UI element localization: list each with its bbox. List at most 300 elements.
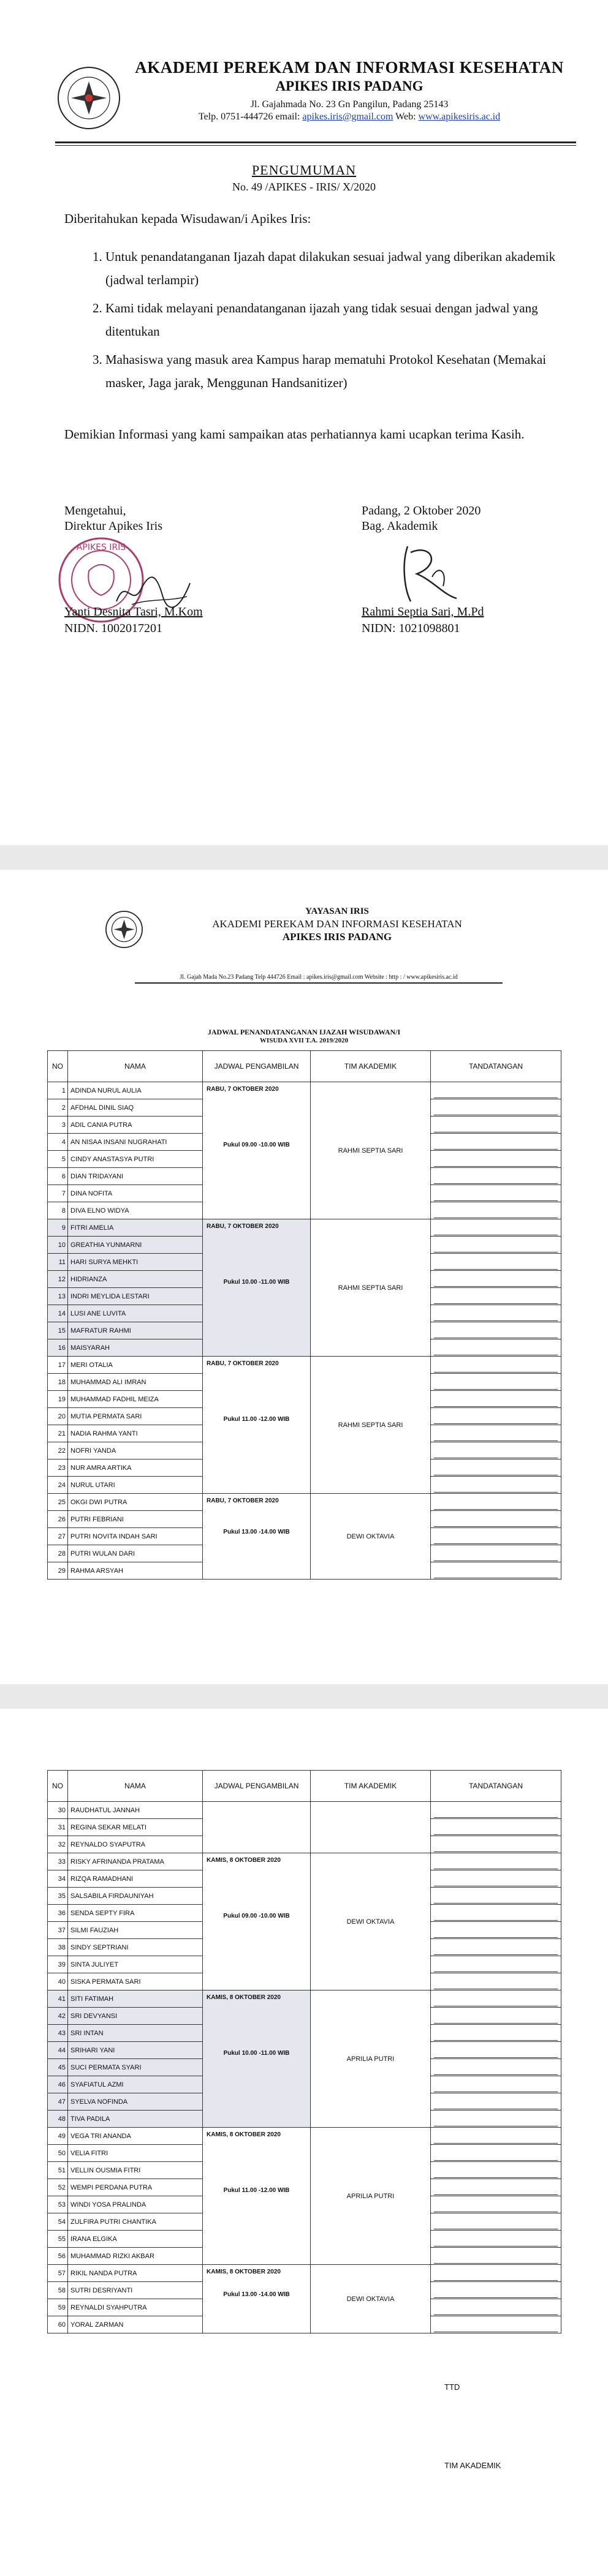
schedule-cell: [203, 1802, 311, 1853]
row-number: 43: [48, 2025, 68, 2042]
student-name: ADIL CANIA PUTRA: [68, 1117, 203, 1134]
row-number: 45: [48, 2059, 68, 2076]
point-item: 2. Kami tidak melayani penandatanganan ijazah yang tidak sesuai dengan jadwal yang ditentukan: [105, 296, 559, 343]
row-number: 40: [48, 1973, 68, 1990]
institution-name: AKADEMI PEREKAM DAN INFORMASI KESEHATAN: [135, 58, 564, 77]
schedule-title: JADWAL PENANDATANGANAN IJAZAH WISUDAWAN/I: [207, 1028, 401, 1036]
signature-cell[interactable]: [431, 1990, 561, 2008]
schedule-date: KAMIS, 8 OKTOBER 2020: [207, 1994, 281, 2001]
schedule-time: Pukul 09.00 -10.00 WIB: [223, 1913, 290, 1919]
letterhead-rule-thin: [55, 145, 576, 146]
student-name: REGINA SEKAR MELATI: [68, 1819, 203, 1836]
row-number: 25: [48, 1494, 68, 1511]
schedule-time: Pukul 13.00 -14.00 WIB: [223, 2291, 290, 2298]
institution-contact: Jl. Gajah Mada No.23 Padang Telp 444726 Email : apikes.iris@gmail.com Website : http : / www.apikesiris.ac.id: [180, 974, 458, 981]
schedule-cell: [203, 1219, 311, 1357]
signature-line: [434, 2060, 558, 2075]
signature-cell[interactable]: [431, 1117, 561, 1134]
row-number: 19: [48, 1391, 68, 1408]
signature-line: [434, 1409, 558, 1424]
row-number: 26: [48, 1511, 68, 1528]
signature-line: [434, 1443, 558, 1458]
signature-line: [434, 1151, 558, 1167]
row-number: 52: [48, 2179, 68, 2196]
signature-cell[interactable]: [431, 2179, 561, 2196]
column-header-ttd: TANDATANGAN: [431, 1051, 561, 1082]
row-number: 1: [48, 1082, 68, 1099]
student-name: MUHAMMAD ALI IMRAN: [68, 1374, 203, 1391]
row-number: 20: [48, 1408, 68, 1425]
academic-signature-icon: [389, 540, 463, 611]
row-number: 15: [48, 1322, 68, 1339]
academic-team: RAHMI SEPTIA SARI: [311, 1082, 431, 1219]
schedule-page-2: [0, 1709, 608, 2576]
column-header-no: NO: [48, 1771, 68, 1802]
signature-line: [434, 1169, 558, 1184]
row-number: 35: [48, 1888, 68, 1905]
signature-line: [434, 2163, 558, 2178]
signature-cell[interactable]: [431, 1870, 561, 1888]
row-number: 9: [48, 1219, 68, 1237]
row-number: 42: [48, 2008, 68, 2025]
director-nidn: NIDN. 1002017201: [64, 622, 162, 635]
svg-text:APIKES IRIS: APIKES IRIS: [76, 543, 126, 552]
signature-line: [434, 1563, 558, 1578]
student-name: MAFRATUR RAHMI: [68, 1322, 203, 1339]
student-name: NADIA RAHMA YANTI: [68, 1425, 203, 1442]
signature-cell[interactable]: [431, 2213, 561, 2231]
academic-team: RAHMI SEPTIA SARI: [311, 1219, 431, 1357]
academic-team: DEWI OKTAVIA: [311, 1494, 431, 1580]
signature-line: [434, 2111, 558, 2126]
footer-team: TIM AKADEMIK: [444, 2461, 501, 2470]
institution-short-name: APIKES IRIS PADANG: [275, 78, 424, 94]
row-number: 11: [48, 1254, 68, 1271]
student-name: RIZQA RAMADHANI: [68, 1870, 203, 1888]
signature-line: [434, 1254, 558, 1270]
signature-line: [434, 1186, 558, 1201]
signature-cell[interactable]: [431, 2042, 561, 2059]
signature-cell[interactable]: [431, 2282, 561, 2299]
student-name: SINTA JULIYET: [68, 1956, 203, 1973]
signature-cell[interactable]: [431, 1288, 561, 1305]
signature-role: Direktur Apikes Iris: [64, 519, 162, 533]
row-number: 56: [48, 2248, 68, 2265]
student-name: DIAN TRIDAYANI: [68, 1168, 203, 1185]
table-row: [48, 1853, 561, 1870]
student-name: MUHAMMAD FADHIL MEIZA: [68, 1391, 203, 1408]
signature-cell[interactable]: [431, 1134, 561, 1151]
email-link[interactable]: apikes.iris@gmail.com: [302, 111, 393, 122]
schedule-time: Pukul 11.00 -12.00 WIB: [223, 2187, 290, 2194]
student-name: AFDHAL DINIL SIAQ: [68, 1099, 203, 1117]
signature-line: [434, 2317, 558, 2332]
signature-line: [434, 1134, 558, 1150]
signature-cell[interactable]: [431, 1528, 561, 1545]
announcement-page: [0, 0, 608, 845]
signature-cell[interactable]: [431, 1322, 561, 1339]
row-number: 60: [48, 2316, 68, 2333]
student-name: CINDY ANASTASYA PUTRI: [68, 1151, 203, 1168]
row-number: 58: [48, 2282, 68, 2299]
apikes-logo-icon: [55, 64, 123, 132]
signature-cell[interactable]: [431, 1151, 561, 1168]
row-number: 41: [48, 1990, 68, 2008]
signature-cell[interactable]: [431, 2248, 561, 2265]
table-header-row: [48, 1771, 561, 1802]
signature-line: [434, 2197, 558, 2212]
academic-nidn: NIDN: 1021098801: [362, 622, 460, 635]
row-number: 57: [48, 2265, 68, 2282]
signature-cell[interactable]: [431, 2162, 561, 2179]
schedule-date: RABU, 7 OKTOBER 2020: [207, 1497, 279, 1504]
column-header-nama: NAMA: [68, 1051, 203, 1082]
student-name: SALSABILA FIRDAUNIYAH: [68, 1888, 203, 1905]
signature-line: [434, 1854, 558, 1869]
signature-line: [434, 1392, 558, 1407]
table-row: [48, 1357, 561, 1374]
row-number: 22: [48, 1442, 68, 1459]
row-number: 3: [48, 1117, 68, 1134]
signature-greeting: Mengetahui,: [64, 504, 126, 518]
table-row: [48, 1494, 561, 1511]
table-row: [48, 2265, 561, 2282]
student-name: NOFRI YANDA: [68, 1442, 203, 1459]
signature-cell[interactable]: [431, 2093, 561, 2111]
student-name: VELLIN OUSMIA FITRI: [68, 2162, 203, 2179]
student-name: REYNALDI SYAHPUTRA: [68, 2299, 203, 2316]
schedule-date: KAMIS, 8 OKTOBER 2020: [207, 2131, 281, 2138]
student-name: INDRI MEYLIDA LESTARI: [68, 1288, 203, 1305]
signature-role: Bag. Akademik: [362, 519, 438, 533]
student-name: VEGA TRI ANANDA: [68, 2128, 203, 2145]
signature-line: [434, 1426, 558, 1441]
signature-line: [434, 2248, 558, 2264]
student-name: MUTIA PERMATA SARI: [68, 1408, 203, 1425]
signature-cell[interactable]: [431, 1511, 561, 1528]
signature-line: [434, 1477, 558, 1493]
signature-cell[interactable]: [431, 1836, 561, 1853]
row-number: 33: [48, 1853, 68, 1870]
signature-line: [434, 1289, 558, 1304]
signature-line: [434, 1083, 558, 1098]
email-label: email:: [275, 111, 300, 122]
signature-cell[interactable]: [431, 1853, 561, 1870]
student-name: NURUL UTARI: [68, 1477, 203, 1494]
student-name: SRI DEVYANSI: [68, 2008, 203, 2025]
student-name: SINDY SEPTRIANI: [68, 1939, 203, 1956]
row-number: 16: [48, 1339, 68, 1357]
signature-cell[interactable]: [431, 1888, 561, 1905]
signature-line: [434, 2094, 558, 2109]
student-name: REYNALDO SYAPUTRA: [68, 1836, 203, 1853]
student-name: DINA NOFITA: [68, 1185, 203, 1202]
row-number: 53: [48, 2196, 68, 2213]
schedule-time: Pukul 09.00 -10.00 WIB: [223, 1142, 290, 1148]
row-number: 7: [48, 1185, 68, 1202]
signature-cell[interactable]: [431, 1562, 561, 1580]
schedule-table: [47, 1770, 561, 2333]
row-number: 8: [48, 1202, 68, 1219]
signature-line: [434, 2043, 558, 2058]
academic-team: [311, 1802, 431, 1853]
signature-line: [434, 1923, 558, 1938]
schedule-cell: [203, 2265, 311, 2333]
signature-line: [434, 2077, 558, 2092]
row-number: 17: [48, 1357, 68, 1374]
schedule-cell: [203, 1853, 311, 1990]
student-name: HIDRIANZA: [68, 1271, 203, 1288]
table-row: [48, 1802, 561, 1819]
row-number: 38: [48, 1939, 68, 1956]
signature-line: [434, 2283, 558, 2298]
row-number: 55: [48, 2231, 68, 2248]
student-name: RAHMA ARSYAH: [68, 1562, 203, 1580]
student-name: SRI INTAN: [68, 2025, 203, 2042]
row-number: 10: [48, 1237, 68, 1254]
column-header-tim: TIM AKADEMIK: [311, 1771, 431, 1802]
schedule-header: [92, 906, 521, 981]
student-name: IRANA ELGIKA: [68, 2231, 203, 2248]
signature-cell[interactable]: [431, 1425, 561, 1442]
signature-line: [434, 1905, 558, 1921]
signature-cell[interactable]: [431, 1254, 561, 1271]
letterhead: [55, 58, 570, 144]
column-header-tim: TIM AKADEMIK: [311, 1051, 431, 1082]
signature-cell[interactable]: [431, 1391, 561, 1408]
row-number: 18: [48, 1374, 68, 1391]
signature-place-date: Padang, 2 Oktober 2020: [362, 504, 481, 518]
row-number: 29: [48, 1562, 68, 1580]
signature-line: [434, 1888, 558, 1904]
signature-cell[interactable]: [431, 2008, 561, 2025]
schedule-time: Pukul 10.00 -11.00 WIB: [223, 1279, 290, 1286]
signature-cell[interactable]: [431, 1819, 561, 1836]
signature-block-academic: [362, 503, 558, 635]
schedule-date: KAMIS, 8 OKTOBER 2020: [207, 1857, 281, 1864]
student-name: LUSI ANE LUVITA: [68, 1305, 203, 1322]
table-row: [48, 2128, 561, 2145]
row-number: 37: [48, 1922, 68, 1939]
student-name: VELIA FITRI: [68, 2145, 203, 2162]
signature-cell[interactable]: [431, 1339, 561, 1357]
academic-team: APRILIA PUTRI: [311, 2128, 431, 2265]
website-link[interactable]: www.apikesiris.ac.id: [418, 111, 501, 122]
student-name: SRIHARI YANI: [68, 2042, 203, 2059]
column-header-jadwal: JADWAL PENGAMBILAN: [203, 1051, 311, 1082]
signature-cell[interactable]: [431, 2196, 561, 2213]
signature-line: [434, 2145, 558, 2161]
academic-name: Rahmi Septia Sari, M.Pd: [362, 605, 484, 619]
schedule-date: RABU, 7 OKTOBER 2020: [207, 1360, 279, 1367]
signature-cell[interactable]: [431, 1219, 561, 1237]
signature-line: [434, 1820, 558, 1835]
student-name: YORAL ZARMAN: [68, 2316, 203, 2333]
row-number: 47: [48, 2093, 68, 2111]
signature-cell[interactable]: [431, 1237, 561, 1254]
signature-cell[interactable]: [431, 1099, 561, 1117]
table-row: [48, 1082, 561, 1099]
row-number: 24: [48, 1477, 68, 1494]
row-number: 28: [48, 1545, 68, 1562]
announcement-heading: PENGUMUMAN: [251, 162, 357, 178]
signature-line: [434, 1271, 558, 1287]
row-number: 36: [48, 1905, 68, 1922]
column-header-nama: NAMA: [68, 1771, 203, 1802]
student-name: SUTRI DESRIYANTI: [68, 2282, 203, 2299]
signature-cell[interactable]: [431, 1956, 561, 1973]
announcement-points: [86, 245, 559, 399]
row-number: 4: [48, 1134, 68, 1151]
signature-line: [434, 2180, 558, 2195]
institution-name: AKADEMI PEREKAM DAN INFORMASI KESEHATAN: [212, 918, 462, 930]
announcement-closing: Demikian Informasi yang kami sampaikan atas perhatiannya kami ucapkan terima Kasih.: [64, 427, 525, 442]
signature-line: [434, 1357, 558, 1373]
signature-cell[interactable]: [431, 2111, 561, 2128]
schedule-time: Pukul 10.00 -11.00 WIB: [223, 2050, 290, 2057]
student-name: SILMI FAUZIAH: [68, 1922, 203, 1939]
signature-line: [434, 1306, 558, 1321]
student-name: GREATHIA YUNMARNI: [68, 1237, 203, 1254]
signature-cell[interactable]: [431, 1185, 561, 1202]
schedule-page-1: [0, 870, 608, 1684]
student-name: RISKY AFRINANDA PRATAMA: [68, 1853, 203, 1870]
student-name: PUTRI WULAN DARI: [68, 1545, 203, 1562]
signature-cell[interactable]: [431, 2265, 561, 2282]
student-name: WEMPI PERDANA PUTRA: [68, 2179, 203, 2196]
row-number: 46: [48, 2076, 68, 2093]
footer-ttd: TTD: [444, 2382, 460, 2392]
signature-cell[interactable]: [431, 1357, 561, 1374]
signature-cell[interactable]: [431, 1271, 561, 1288]
signature-cell[interactable]: [431, 2316, 561, 2333]
signature-cell[interactable]: [431, 1442, 561, 1459]
student-name: ADINDA NURUL AULIA: [68, 1082, 203, 1099]
signature-cell[interactable]: [431, 2145, 561, 2162]
signature-line: [434, 1374, 558, 1390]
student-name: RAUDHATUL JANNAH: [68, 1802, 203, 1819]
student-name: OKGI DWI PUTRA: [68, 1494, 203, 1511]
web-label: Web:: [395, 111, 416, 122]
signature-line: [434, 2214, 558, 2229]
signature-line: [434, 1203, 558, 1218]
student-name: PUTRI FEBRIANI: [68, 1511, 203, 1528]
student-name: MUHAMMAD RIZKI AKBAR: [68, 2248, 203, 2265]
signature-cell[interactable]: [431, 1802, 561, 1819]
academic-team: DEWI OKTAVIA: [311, 2265, 431, 2333]
institution-address: Jl. Gajahmada No. 23 Gn Pangilun, Padang 25143: [250, 99, 449, 110]
signature-cell[interactable]: [431, 1082, 561, 1099]
signature-line: [434, 1529, 558, 1544]
apikes-logo-icon: [104, 910, 144, 949]
signature-cell[interactable]: [431, 2299, 561, 2316]
student-name: SYAFIATUL AZMI: [68, 2076, 203, 2093]
signature-cell[interactable]: [431, 1973, 561, 1990]
signature-cell[interactable]: [431, 1459, 561, 1477]
table-row: [48, 1990, 561, 2008]
signature-cell[interactable]: [431, 1545, 561, 1562]
academic-team: DEWI OKTAVIA: [311, 1853, 431, 1990]
signature-line: [434, 1460, 558, 1475]
institution-contact: [129, 111, 570, 122]
announcement-number: No. 49 /APIKES - IRIS/ X/2020: [232, 181, 376, 193]
signature-line: [434, 2008, 558, 2024]
row-number: 39: [48, 1956, 68, 1973]
signature-cell[interactable]: [431, 1202, 561, 1219]
signature-line: [434, 1940, 558, 1955]
schedule-cell: [203, 1357, 311, 1494]
signature-line: [434, 2231, 558, 2246]
student-name: AN NISAA INSANI NUGRAHATI: [68, 1134, 203, 1151]
signature-line: [434, 1802, 558, 1818]
schedule-date: RABU, 7 OKTOBER 2020: [207, 1086, 279, 1093]
signature-cell[interactable]: [431, 2059, 561, 2076]
table-header-row: [48, 1051, 561, 1082]
row-number: 21: [48, 1425, 68, 1442]
student-name: SYELVA NOFINDA: [68, 2093, 203, 2111]
student-name: FITRI AMELIA: [68, 1219, 203, 1237]
signature-line: [434, 1546, 558, 1561]
signature-line: [434, 1871, 558, 1886]
row-number: 50: [48, 2145, 68, 2162]
signature-cell[interactable]: [431, 1922, 561, 1939]
row-number: 59: [48, 2299, 68, 2316]
signature-cell[interactable]: [431, 2231, 561, 2248]
point-item: 3. Mahasiswa yang masuk area Kampus harap mematuhi Protokol Kesehatan (Memakai masker, Jaga jarak, Menggunan Handsanitizer): [105, 348, 559, 394]
row-number: 14: [48, 1305, 68, 1322]
signature-line: [434, 2265, 558, 2281]
signature-cell[interactable]: [431, 2128, 561, 2145]
row-number: 2: [48, 1099, 68, 1117]
signature-cell[interactable]: [431, 2076, 561, 2093]
column-header-no: NO: [48, 1051, 68, 1082]
row-number: 44: [48, 2042, 68, 2059]
row-number: 31: [48, 1819, 68, 1836]
signature-cell[interactable]: [431, 1905, 561, 1922]
foundation-name: YAYASAN IRIS: [305, 906, 369, 916]
signature-cell[interactable]: [431, 1168, 561, 1185]
signature-line: [434, 1991, 558, 2006]
header-rule: [135, 982, 503, 984]
signature-cell[interactable]: [431, 1939, 561, 1956]
signature-line: [434, 2128, 558, 2144]
point-item: 1. Untuk penandatanganan Ijazah dapat dilakukan sesuai jadwal yang diberikan akademik (jadwal terlampir): [105, 245, 559, 292]
signature-cell[interactable]: [431, 1305, 561, 1322]
schedule-cell: [203, 1082, 311, 1219]
student-name: SENDA SEPTY FIRA: [68, 1905, 203, 1922]
column-header-ttd: TANDATANGAN: [431, 1771, 561, 1802]
signature-line: [434, 1340, 558, 1355]
student-name: SUCI PERMATA SYARI: [68, 2059, 203, 2076]
signature-line: [434, 1117, 558, 1132]
signature-line: [434, 2025, 558, 2041]
row-number: 27: [48, 1528, 68, 1545]
signature-line: [434, 1494, 558, 1510]
signature-line: [434, 1220, 558, 1235]
row-number: 13: [48, 1288, 68, 1305]
signature-cell[interactable]: [431, 2025, 561, 2042]
signature-cell[interactable]: [431, 1374, 561, 1391]
row-number: 32: [48, 1836, 68, 1853]
signature-cell[interactable]: [431, 1408, 561, 1425]
row-number: 12: [48, 1271, 68, 1288]
signature-cell[interactable]: [431, 1494, 561, 1511]
signature-line: [434, 1837, 558, 1852]
signature-cell[interactable]: [431, 1477, 561, 1494]
row-number: 49: [48, 2128, 68, 2145]
schedule-cell: [203, 2128, 311, 2265]
row-number: 23: [48, 1459, 68, 1477]
